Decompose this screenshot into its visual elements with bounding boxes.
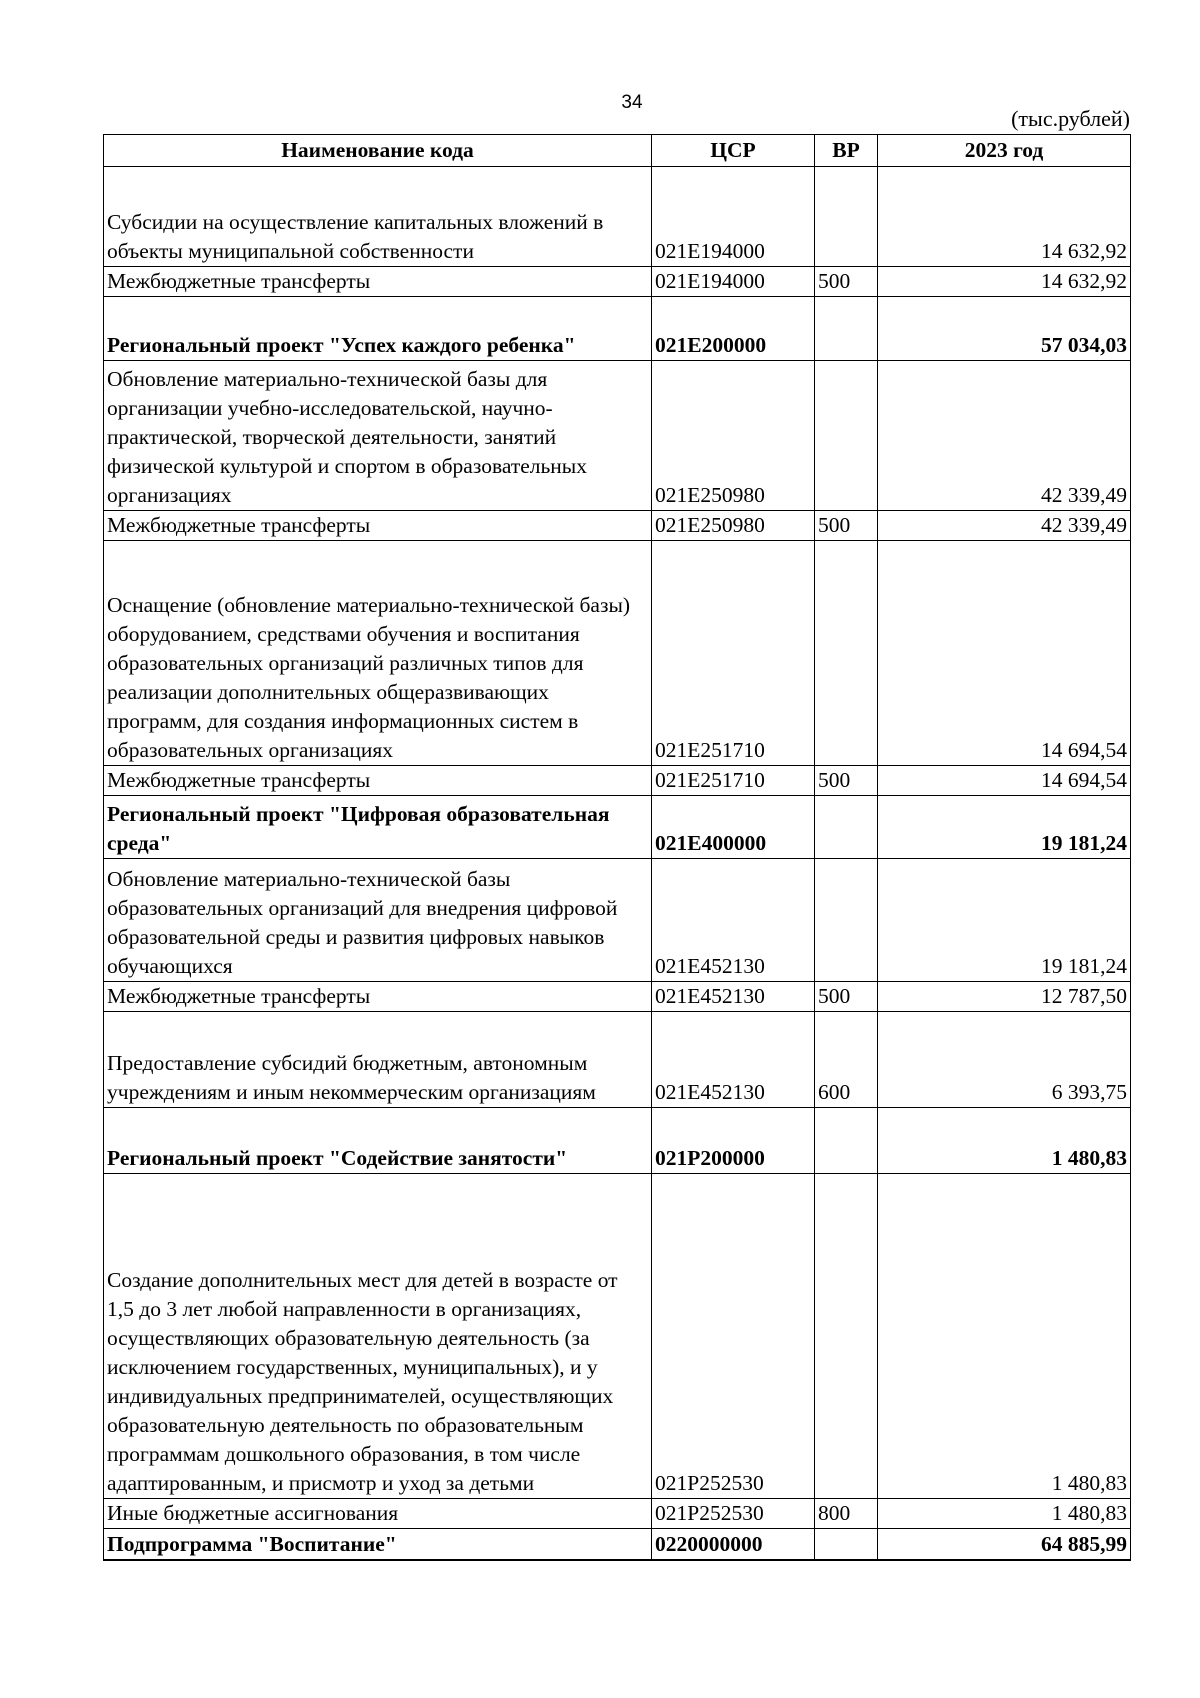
table-row <box>104 511 1131 541</box>
table-row <box>104 1499 1131 1529</box>
budget-table <box>103 134 1131 1561</box>
table-row <box>104 1174 1131 1499</box>
row-csr: 021P252530 <box>652 1499 815 1529</box>
row-name: Региональный проект "Успех каждого ребенка" <box>104 297 652 361</box>
header-vr: ВР <box>815 135 878 167</box>
row-name: Субсидии на осуществление капитальных вложений в объекты муниципальной собственности <box>104 167 652 267</box>
row-sum: 57 034,03 <box>878 297 1131 361</box>
row-csr: 021P252530 <box>652 1174 815 1499</box>
row-vr <box>815 1108 878 1174</box>
row-name: Оснащение (обновление материально-технической базы) оборудованием, средствами обучения и воспитания образовательных организаций различных типов для реализации дополнительных общеразвивающих программ, для создания информационных систем в образовательных организациях <box>104 541 652 766</box>
table-row <box>104 361 1131 511</box>
row-name: Обновление материально-технической базы для организации учебно-исследовательской, научно-практической, творческой деятельности, занятий физической культурой и спортом в образовательных организациях <box>104 361 652 511</box>
table-row <box>104 267 1131 297</box>
table-row <box>104 167 1131 267</box>
header-csr: ЦСР <box>652 135 815 167</box>
row-sum: 14 632,92 <box>878 267 1131 297</box>
row-name: Обновление материально-технической базы образовательных организаций для внедрения цифровой образовательной среды и развития цифровых навыков обучающихся <box>104 859 652 982</box>
row-name: Иные бюджетные ассигнования <box>104 1499 652 1529</box>
header-name: Наименование кода <box>104 135 652 167</box>
row-csr: 021E200000 <box>652 297 815 361</box>
row-vr: 500 <box>815 511 878 541</box>
table-row <box>104 982 1131 1012</box>
row-sum: 19 181,24 <box>878 859 1131 982</box>
row-vr <box>815 167 878 267</box>
row-csr: 021E452130 <box>652 982 815 1012</box>
row-vr <box>815 361 878 511</box>
header-year: 2023 год <box>878 135 1131 167</box>
row-vr: 800 <box>815 1499 878 1529</box>
row-vr <box>815 297 878 361</box>
row-sum: 1 480,83 <box>878 1108 1131 1174</box>
row-csr: 021E452130 <box>652 1012 815 1108</box>
row-vr: 600 <box>815 1012 878 1108</box>
row-name: Подпрограмма "Воспитание" <box>104 1529 652 1560</box>
row-sum: 14 632,92 <box>878 167 1131 267</box>
row-vr: 500 <box>815 766 878 796</box>
table-row <box>104 541 1131 766</box>
row-sum: 14 694,54 <box>878 766 1131 796</box>
table-row-section <box>104 796 1131 859</box>
row-name: Межбюджетные трансферты <box>104 511 652 541</box>
row-csr: 021E251710 <box>652 766 815 796</box>
row-csr: 021E194000 <box>652 167 815 267</box>
row-name: Создание дополнительных мест для детей в возрасте от 1,5 до 3 лет любой направленности в организациях, осуществляющих образовательную деятельность (за исключением государственных, муниципальных), и у индивидуальных предпринимателей, осуществляющих образовательную деятельность по образовательным программам дошкольного образования, в том числе адаптированным, и присмотр и уход за детьми <box>104 1174 652 1499</box>
row-sum: 6 393,75 <box>878 1012 1131 1108</box>
row-sum: 14 694,54 <box>878 541 1131 766</box>
row-sum: 19 181,24 <box>878 796 1131 859</box>
row-csr: 021E250980 <box>652 361 815 511</box>
table-row <box>104 859 1131 982</box>
row-vr <box>815 1529 878 1560</box>
row-csr: 021E194000 <box>652 267 815 297</box>
row-csr: 0220000000 <box>652 1529 815 1560</box>
table-row-section <box>104 297 1131 361</box>
row-csr: 021P200000 <box>652 1108 815 1174</box>
row-csr: 021E251710 <box>652 541 815 766</box>
row-vr <box>815 1174 878 1499</box>
row-vr: 500 <box>815 982 878 1012</box>
page-number: 34 <box>621 92 643 113</box>
row-csr: 021E250980 <box>652 511 815 541</box>
row-name: Региональный проект "Цифровая образовательная среда" <box>104 796 652 859</box>
row-name: Региональный проект "Содействие занятости" <box>104 1108 652 1174</box>
table-row-total <box>104 1529 1131 1560</box>
row-name: Межбюджетные трансферты <box>104 766 652 796</box>
table-header-row <box>104 135 1131 167</box>
row-vr <box>815 541 878 766</box>
row-name: Межбюджетные трансферты <box>104 267 652 297</box>
row-sum: 1 480,83 <box>878 1499 1131 1529</box>
row-csr: 021E452130 <box>652 859 815 982</box>
row-sum: 42 339,49 <box>878 511 1131 541</box>
units-label: (тыс.рублей) <box>1011 106 1130 131</box>
row-name: Межбюджетные трансферты <box>104 982 652 1012</box>
row-vr <box>815 859 878 982</box>
row-csr: 021E400000 <box>652 796 815 859</box>
row-sum: 12 787,50 <box>878 982 1131 1012</box>
row-sum: 42 339,49 <box>878 361 1131 511</box>
row-sum: 1 480,83 <box>878 1174 1131 1499</box>
row-name: Предоставление субсидий бюджетным, автономным учреждениям и иным некоммерческим организациям <box>104 1012 652 1108</box>
table-row-section <box>104 1108 1131 1174</box>
table-row <box>104 766 1131 796</box>
row-vr: 500 <box>815 267 878 297</box>
row-sum: 64 885,99 <box>878 1529 1131 1560</box>
row-vr <box>815 796 878 859</box>
table-row <box>104 1012 1131 1108</box>
